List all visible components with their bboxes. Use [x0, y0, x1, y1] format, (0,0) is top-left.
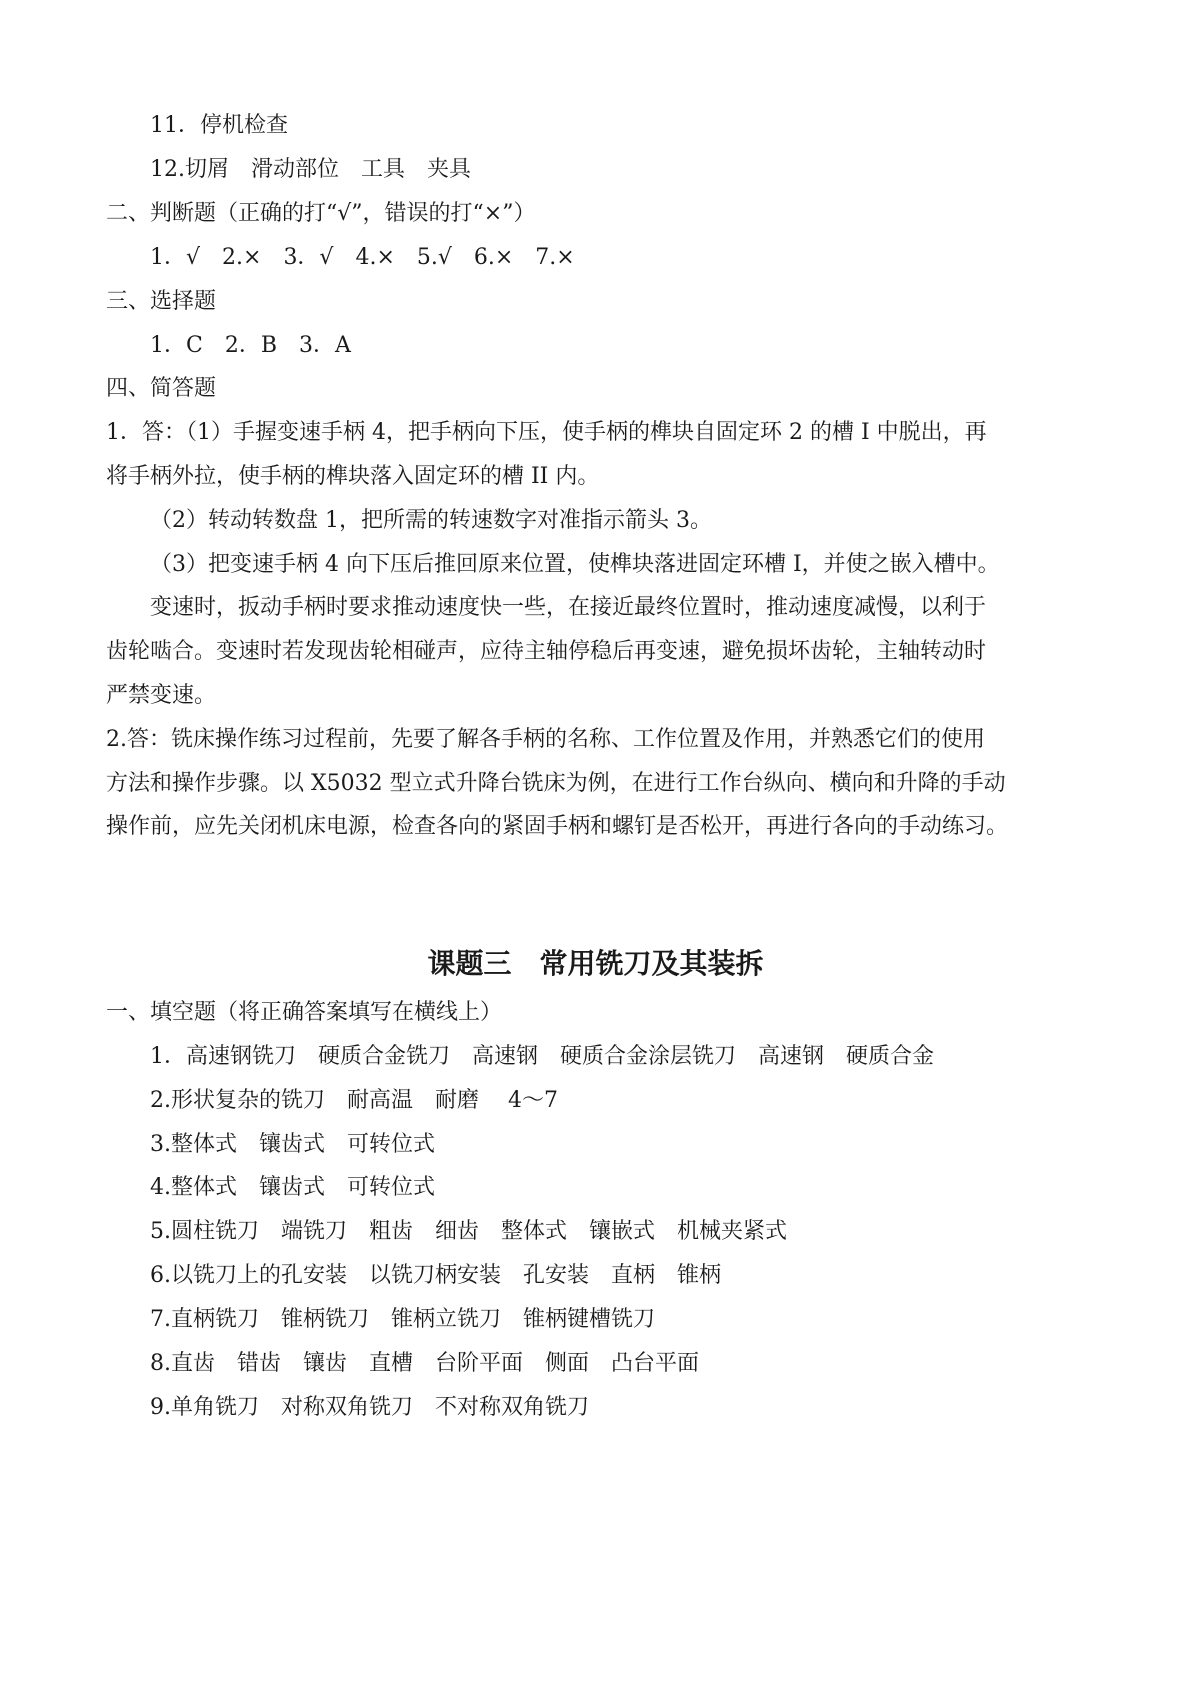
q2-answer-line: 方法和操作步骤。以 X5032 型立式升降台铣床为例，在进行工作台纵向、横向和升降的手动: [106, 771, 1006, 796]
judgement-answers: 1．√ 2.× 3．√ 4.× 5.√ 6.× 7.×: [150, 245, 575, 270]
section-heading-judgement: 二、判断题（正确的打“√”，错误的打“×”）: [106, 201, 536, 226]
fill-answer-line: 9.单角铣刀 对称双角铣刀 不对称双角铣刀: [150, 1395, 589, 1420]
q1-answer-line: （2）转动转数盘 1，把所需的转速数字对准指示箭头 3。: [150, 508, 712, 533]
q1-answer-line: 严禁变速。: [106, 683, 217, 708]
chapter-title: 课题三 常用铣刀及其装拆: [427, 947, 764, 980]
fill-answer-line: 6.以铣刀上的孔安装 以铣刀柄安装 孔安装 直柄 锥柄: [150, 1263, 721, 1288]
fill-answer-line: 3.整体式 镶齿式 可转位式: [150, 1132, 435, 1157]
fill-answer-line: 4.整体式 镶齿式 可转位式: [150, 1175, 435, 1200]
section-heading-short-answer: 四、简答题: [106, 376, 217, 401]
fill-answer-line: 2.形状复杂的铣刀 耐高温 耐磨 4～7: [150, 1088, 558, 1113]
q2-answer-line: 操作前，应先关闭机床电源，检查各向的紧固手柄和螺钉是否松开，再进行各向的手动练习。: [106, 814, 1009, 839]
choice-answers: 1．C 2．B 3．A: [150, 333, 351, 358]
q1-answer-line: 1．答：（1）手握变速手柄 4，把手柄向下压，使手柄的榫块自固定环 2 的槽 I 中脱出，再: [106, 420, 987, 445]
fill-answer-line: 8.直齿 错齿 镶齿 直槽 台阶平面 侧面 凸台平面: [150, 1351, 699, 1376]
q1-answer-line: 齿轮啮合。变速时若发现齿轮相碰声，应待主轴停稳后再变速，避免损坏齿轮，主轴转动时: [106, 639, 987, 664]
fill-answer-line: 5.圆柱铣刀 端铣刀 粗齿 细齿 整体式 镶嵌式 机械夹紧式: [150, 1219, 787, 1244]
answer-line-fill-12: 12.切屑 滑动部位 工具 夹具: [150, 157, 471, 182]
fill-answer-line: 7.直柄铣刀 锥柄铣刀 锥柄立铣刀 锥柄键槽铣刀: [150, 1307, 655, 1332]
q1-answer-line: 变速时，扳动手柄时要求推动速度快一些，在接近最终位置时，推动速度减慢，以利于: [150, 595, 987, 620]
section-heading-choice: 三、选择题: [106, 289, 217, 314]
q1-answer-line: 将手柄外拉，使手柄的榫块落入固定环的槽 II 内。: [106, 464, 600, 489]
q1-answer-line: （3）把变速手柄 4 向下压后推回原来位置，使榫块落进固定环槽 I，并使之嵌入槽中。: [150, 552, 1000, 577]
section-heading-fill-in: 一、填空题（将正确答案填写在横线上）: [106, 1000, 503, 1025]
answer-line-fill-11: 11．停机检查: [150, 113, 288, 138]
q2-answer-line: 2.答：铣床操作练习过程前，先要了解各手柄的名称、工作位置及作用，并熟悉它们的使用: [106, 727, 985, 752]
fill-answer-line: 1．高速钢铣刀 硬质合金铣刀 高速钢 硬质合金涂层铣刀 高速钢 硬质合金: [150, 1044, 934, 1069]
